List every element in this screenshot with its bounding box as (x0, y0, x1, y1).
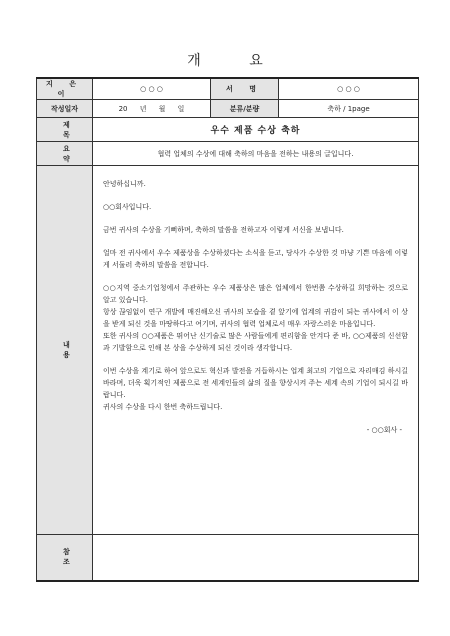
reference-label: 참 조 (37, 535, 93, 581)
author-label: 지 은 이 (37, 78, 93, 100)
reference-row (37, 535, 419, 581)
content-signature: - ○○회사 - (366, 426, 402, 434)
content-row (37, 166, 419, 535)
date-row (37, 100, 419, 118)
summary-value: 협력 업체의 수상에 대해 축하의 마음을 전하는 내용의 글입니다. (93, 142, 419, 166)
document-title: 개 요 (187, 53, 285, 69)
content-paragraph: 귀사의 수상을 다시 한번 축하드립니다. (103, 403, 223, 411)
reference-value (93, 535, 419, 581)
overview-form-table (36, 77, 419, 582)
signature-value: ○ ○ ○ (279, 78, 419, 100)
category-value: 축하 / 1page (279, 100, 419, 118)
content-paragraph: 안녕하십니까. (103, 180, 146, 188)
summary-label: 요 약 (37, 142, 93, 166)
subject-value: 우수 제품 수상 축하 (93, 118, 419, 142)
author-row (37, 78, 419, 100)
subject-label: 제 목 (37, 118, 93, 142)
signature-label: 서 명 (211, 78, 279, 100)
content-paragraph: 항상 끊임없이 연구 개발에 매진해오신 귀사의 모습을 곁 앞기에 업계의 귀감이 되는 귀사에서 이 상을 받게 되신 것을 마땅하다고 여기며, 귀사의 협력 업체로서 매우 자랑스러운 마음입니다. (103, 308, 408, 328)
author-value: ○ ○ ○ (93, 78, 211, 100)
content-body (93, 166, 419, 535)
content-paragraph: 이번 수상을 계기로 하여 앞으로도 혁신과 발전을 거듭하시는 업계 최고의 기업으로 자리매김 하시길 바라며, 더욱 획기적인 제품으로 전 세계인들의 삶의 질을 향상시켜 주는 세계 속의 기업이 되시길 바랍니다. (103, 367, 408, 399)
content-label: 내 용 (37, 166, 93, 535)
subject-row (37, 118, 419, 142)
summary-row (37, 142, 419, 166)
content-paragraph: 또한 귀사의 ○○제품은 뛰어난 신기술로 많은 사람들에게 편리함을 안겨다 준 바, ○○제품의 신선함과 기발함으로 인해 본 상을 수상하게 되신 것이라 생각합니다. (103, 332, 408, 352)
content-paragraph: 금번 귀사의 수상을 기뻐하며, 축하의 말씀을 전하고자 이렇게 서신을 보냅니다. (103, 226, 344, 234)
date-value: 20 년 월 일 (93, 100, 211, 118)
content-paragraph: 얼마 전 귀사에서 우수 제품상을 수상하셨다는 소식을 듣고, 당사가 수상한 것 마냥 기쁜 마음에 이렇게 서둘러 축하의 말씀을 전합니다. (103, 249, 408, 269)
content-paragraph: ○○지역 중소기업청에서 주관하는 우수 제품상은 많은 업체에서 한번쯤 수상하길 희망하는 것으로 알고 있습니다. (103, 284, 408, 304)
category-label: 분류/분량 (211, 100, 279, 118)
date-label: 작성일자 (37, 100, 93, 118)
content-paragraph: ○○회사입니다. (103, 203, 152, 211)
